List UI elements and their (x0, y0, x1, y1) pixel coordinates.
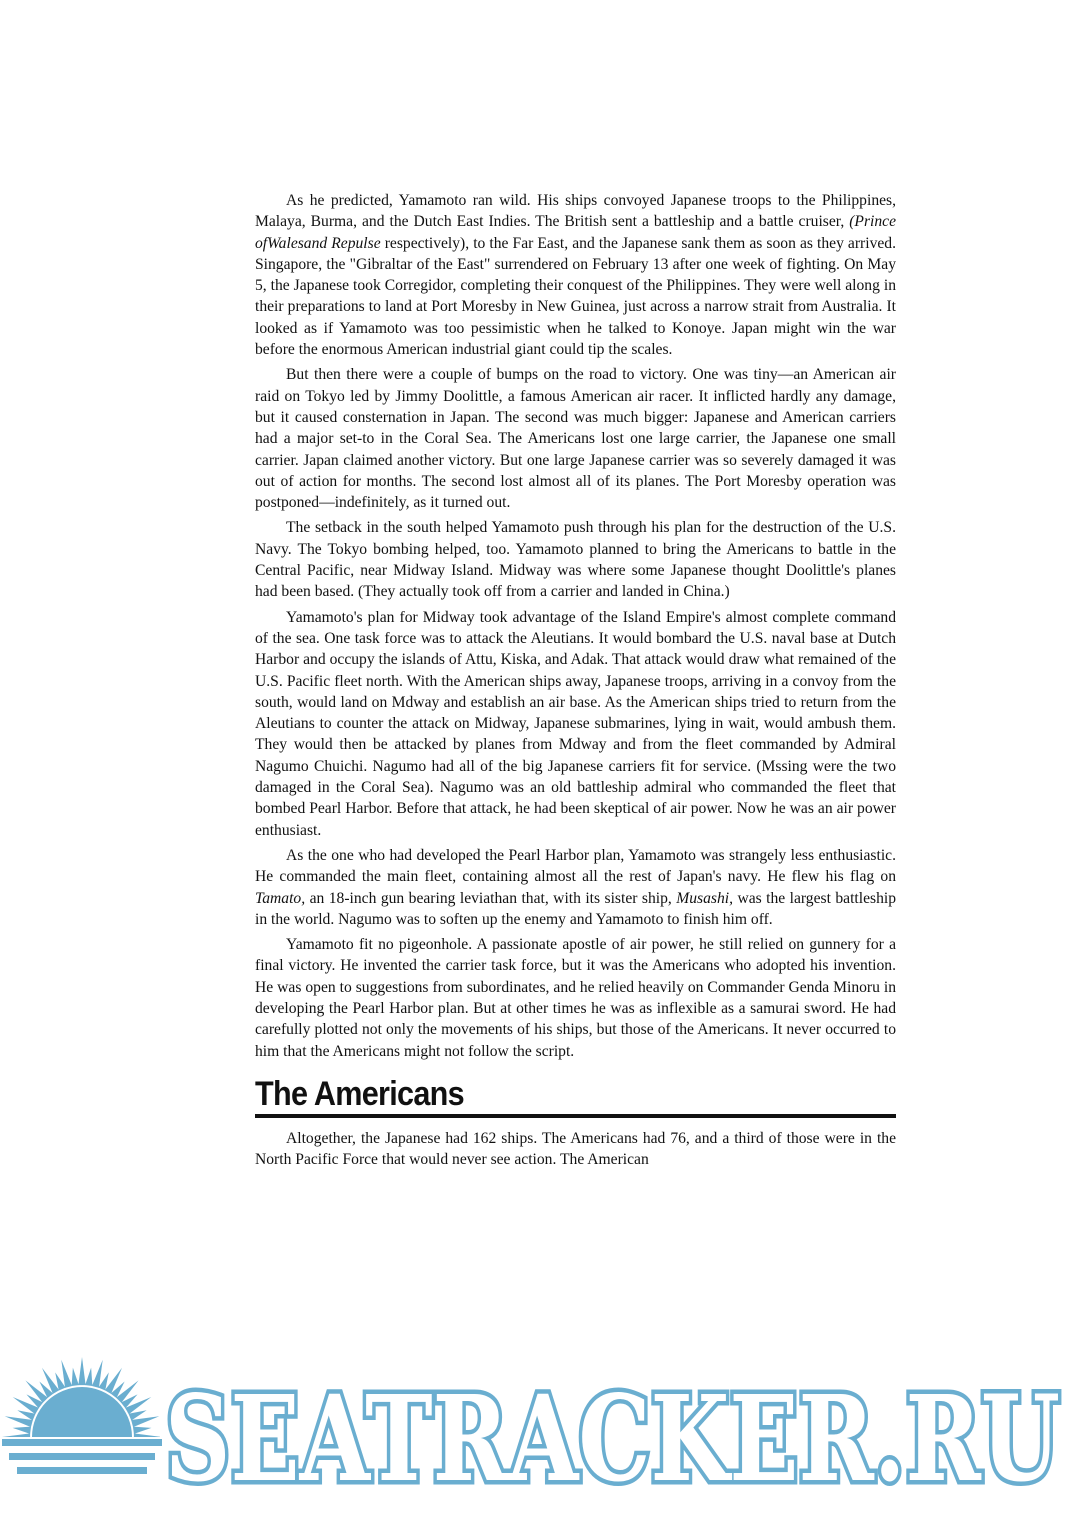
paragraph-text: As the one who had developed the Pearl Harbor plan, Yamamoto was strangely less enthusiastic. He commanded the main fleet, containing almost all the rest of Japan's navy. He flew his flag on (255, 846, 896, 886)
paragraph-text: respectively), to the Far East, and the Japanese sank them as soon as they arrived. Singapore, the "Gibraltar of the East" surrendered on February 13 after one week of fighting. On May 5, the Japanese took Corregidor, completing their conquest of the Philippines. They were well along in their preparations to land at Port Moresby in New Guinea, just across a narrow strait from Australia. It looked as if Yamamoto was too pessimistic when he talked to Konoye. Japan might win the war before the enormous American industrial giant could tip the scales. (255, 234, 896, 359)
watermark (0, 1355, 1080, 1515)
paragraph (255, 845, 896, 930)
paragraph (255, 934, 896, 1062)
paragraph (255, 190, 896, 360)
sun-ray (5, 1416, 33, 1427)
sun-logo-icon (2, 1357, 162, 1474)
watermark-text: SEATRACKER.RU (165, 1369, 1060, 1508)
italic-text: Musashi, (676, 889, 733, 907)
sea-wave (17, 1467, 147, 1474)
sun-ray (13, 1427, 31, 1434)
sun-ray (61, 1360, 72, 1388)
italic-text: Tamato, (255, 889, 306, 907)
paragraph-text: As he predicted, Yamamoto ran wild. His ships convoyed Japanese troops to the Philippines, Malaya, Burma, and the Dutch East Indies. The British sent a battleship and a battle cruiser, (255, 192, 896, 231)
paragraph (255, 1128, 896, 1171)
paragraph-text: was the largest battleship in the world. Nagumo was to soften up the enemy and Yamamoto to finish him off. (255, 889, 897, 928)
paragraph-text: Altogether, the Japanese had 162 ships. The Americans had 76, and a third of those were in the North Pacific Force that would never see action. The American (255, 1129, 896, 1169)
page-body (255, 190, 896, 1174)
paragraph (255, 364, 896, 513)
sun-ray (72, 1368, 79, 1386)
watermark-text-fill: SEATRACKER.RU (165, 1369, 1060, 1508)
paragraph-text: Yamamoto fit no pigeonhole. A passionate apostle of air power, he still relied on gunnery for a final victory. He invented the carrier task force, but it was the Americans who adopted his invention. He was open to suggestions from subordinates, and he relied heavily on Commander Genda Minoru in developing the Pearl Harbor plan. But at other times he was as inflexible as a samurai sword. He had carefully plotted not only the movements of his ships, but those of the Americans. It never occurred to him that the Americans might not follow the script. (255, 936, 896, 1060)
paragraph (255, 607, 896, 841)
sun-ray (133, 1427, 151, 1434)
sun-ray (92, 1360, 103, 1388)
paragraph-text: an 18-inch gun bearing leviathan that, with its sister ship, (305, 889, 677, 907)
paragraph-text: Yamamoto's plan for Midway took advantage of the Island Empire's almost complete command of the sea. One task force was to attack the Aleutians. It would bombard the U.S. naval base at Dutch Harbor and occupy the islands of Attu, Kiska, and Adak. That attack would draw what remained of the U.S. Pacific fleet north. With the American ships away, Japanese troops, arriving in a convoy from the south, would land on Mdway and establish an air base. As the American ships tried to return from the Aleutians to counter the attack on Midway, Japanese submarines, lying in wait, would ambush them. They would then be attacked by planes from Mdway and from the fleet commanded by Admiral Nagumo Chuichi. Nagumo had all of the big Japanese carriers fit for service. (Mssing were the two damaged in the Coral Sea). Nagumo was an old battleship admiral who commanded the fleet that bombed Pearl Harbor. Before that attack, he had been skeptical of air power. Now he was an air power enthusiast. (255, 608, 896, 839)
italic-text: (Prince ofWalesand Repulse (255, 213, 896, 252)
section-heading: The Americans (255, 1074, 464, 1113)
sea-wave (2, 1439, 162, 1446)
section-paragraphs (255, 1128, 896, 1171)
paragraph-text: But then there were a couple of bumps on the road to victory. One was tiny—an American air raid on Tokyo led by Jimmy Doolittle, a famous American air racer. It inflicted hardly any damage, but it caused consternation in Japan. The second was much bigger: Japanese and American carriers had a major set-to in the Coral Sea. The Americans lost one large carrier, the Japanese one small carrier. Japan claimed another victory. But one large Japanese carrier was so severely damaged it was out of action for months. The second lost almost all of its planes. The Port Moresby operation was postponed—indefinitely, as it turned out. (255, 366, 896, 512)
watermark-graphic (0, 1355, 1080, 1515)
paragraph-text: The setback in the south helped Yamamoto push through his plan for the destruction of the U.S. Navy. The Tokyo bombing helped, too. Yamamoto planned to bring the Americans to battle in the Central Pacific, near Midway Island. Midway was where some Japanese thought Doolittle's planes had been based. (They actually took off from a carrier and landed in China.) (255, 519, 896, 601)
heading-rule (255, 1114, 896, 1118)
body-paragraphs (255, 190, 896, 1062)
sea-wave (9, 1453, 155, 1460)
sun-ray (131, 1416, 159, 1427)
sun-ray (85, 1368, 92, 1386)
paragraph (255, 517, 896, 602)
sun-ray (78, 1357, 85, 1385)
